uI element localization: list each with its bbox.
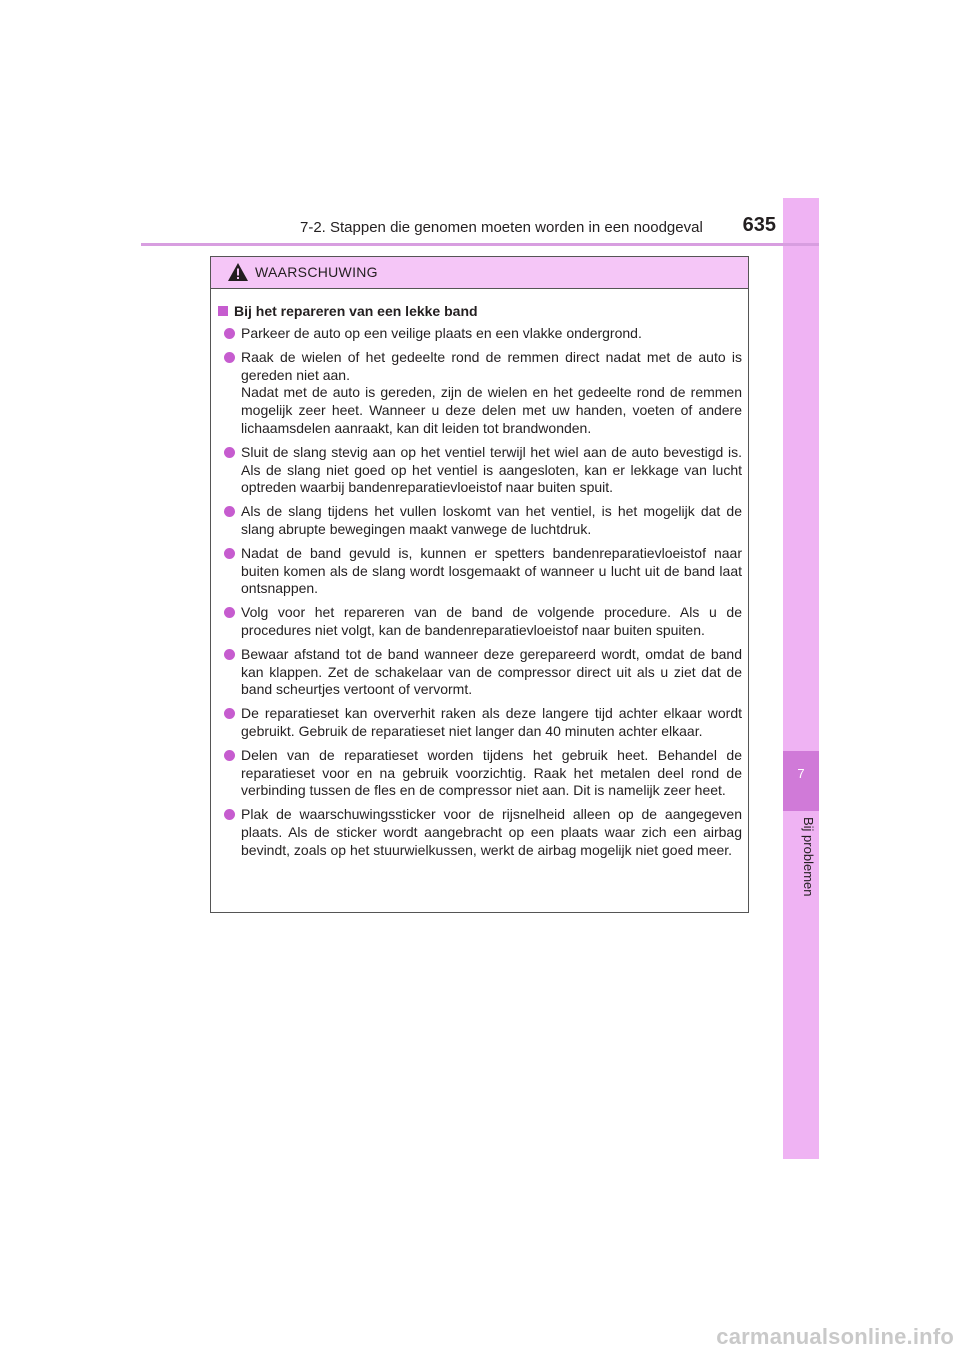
chapter-side-tab: [783, 198, 819, 1159]
round-bullet-icon: [224, 447, 235, 458]
round-bullet-icon: [224, 506, 235, 517]
chapter-number: 7: [797, 766, 805, 781]
list-item-text: Nadat de band gevuld is, kunnen er spetters bandenreparatievloeistof naar buiten komen als de slang wordt losgemaakt of wanneer u lucht uit de band laat ontsnappen.: [241, 544, 742, 597]
round-bullet-icon: [224, 708, 235, 719]
round-bullet-icon: [224, 809, 235, 820]
round-bullet-icon: [224, 649, 235, 660]
header-rule: [141, 243, 819, 246]
list-item: [218, 444, 742, 497]
list-item-text: Bewaar afstand tot de band wanneer deze gerepareerd wordt, omdat de band kan klappen. Zet de schakelaar van de compressor direct uit als u ziet dat de band scheurtjes vertoont of vervormt.: [241, 645, 742, 698]
warning-title: WAARSCHUWING: [255, 264, 378, 280]
list-item: [218, 349, 742, 438]
watermark: carmanualsonline.info: [716, 1324, 954, 1349]
square-bullet-icon: [218, 306, 228, 316]
list-item: [218, 545, 742, 598]
list-item-text: Volg voor het repareren van de band de volgende procedure. Als u de procedures niet volgt, kan de bandenreparatievloeistof naar buiten spuiten.: [241, 604, 742, 638]
round-bullet-icon: [224, 750, 235, 761]
chapter-number-block: [783, 751, 819, 811]
round-bullet-icon: [224, 548, 235, 559]
warning-body: [211, 289, 748, 860]
warning-box: [210, 256, 749, 913]
list-item-text: Sluit de slang stevig aan op het ventiel terwijl het wiel aan de auto bevestigd is. Als de slang niet goed op het ventiel is aangesloten, kan er lekkage van lucht optreden waarbij bandenreparatievloeistof naar buiten spuit.: [241, 443, 742, 496]
warning-list: [218, 325, 742, 860]
chapter-label: Bij problemen: [801, 817, 816, 897]
warning-triangle-icon: [227, 262, 249, 282]
section-heading: [218, 302, 742, 320]
section-heading-text: Bij het repareren van een lekke band: [234, 303, 478, 319]
list-item-text: De reparatieset kan oververhit raken als deze langere tijd achter elkaar wordt gebruikt. Gebruik de reparatieset niet langer dan 40 minuten achter elkaar.: [241, 705, 742, 739]
list-item: [218, 747, 742, 800]
list-item-text: Plak de waarschuwingssticker voor de rijsnelheid alleen op de aangegeven plaats. Als de sticker wordt aangebracht op een plaats waar zich een airbag bevindt, zoals op het stuurwielkussen, werkt de airbag mogelijk niet goed meer.: [241, 806, 742, 858]
list-item: [218, 806, 742, 859]
list-item-text: Raak de wielen of het gedeelte rond de remmen direct nadat met de auto is gereden niet aan. Nadat met de auto is gereden, zijn de wielen en het gedeelte rond de remmen mogelijk zeer heet. Wanneer u deze delen met uw handen, voeten of andere lichaamsdelen aanraakt, kan dit leiden tot brandwonden.: [241, 348, 742, 436]
round-bullet-icon: [224, 607, 235, 618]
list-item: [218, 503, 742, 539]
round-bullet-icon: [224, 328, 235, 339]
list-item: [218, 646, 742, 699]
round-bullet-icon: [224, 352, 235, 363]
list-item-text: Delen van de reparatieset worden tijdens het gebruik heet. Behandel de reparatieset voor en na gebruik voorzichtig. Raak het metalen deel rond de verbinding tussen de fles en de compressor niet aan. Dit is namelijk zeer heet.: [241, 746, 742, 799]
page-number: 635: [742, 214, 776, 236]
list-item: [218, 705, 742, 741]
section-title: 7-2. Stappen die genomen moeten worden in een noodgeval: [300, 219, 703, 236]
list-item-text: Als de slang tijdens het vullen loskomt van het ventiel, is het mogelijk dat de slang abrupte bewegingen maakt vanwege de luchtdruk.: [241, 503, 742, 537]
list-item: [218, 325, 742, 343]
list-item: [218, 604, 742, 640]
list-item-text: Parkeer de auto op een veilige plaats en een vlakke ondergrond.: [241, 325, 642, 341]
warning-header: [211, 257, 748, 289]
